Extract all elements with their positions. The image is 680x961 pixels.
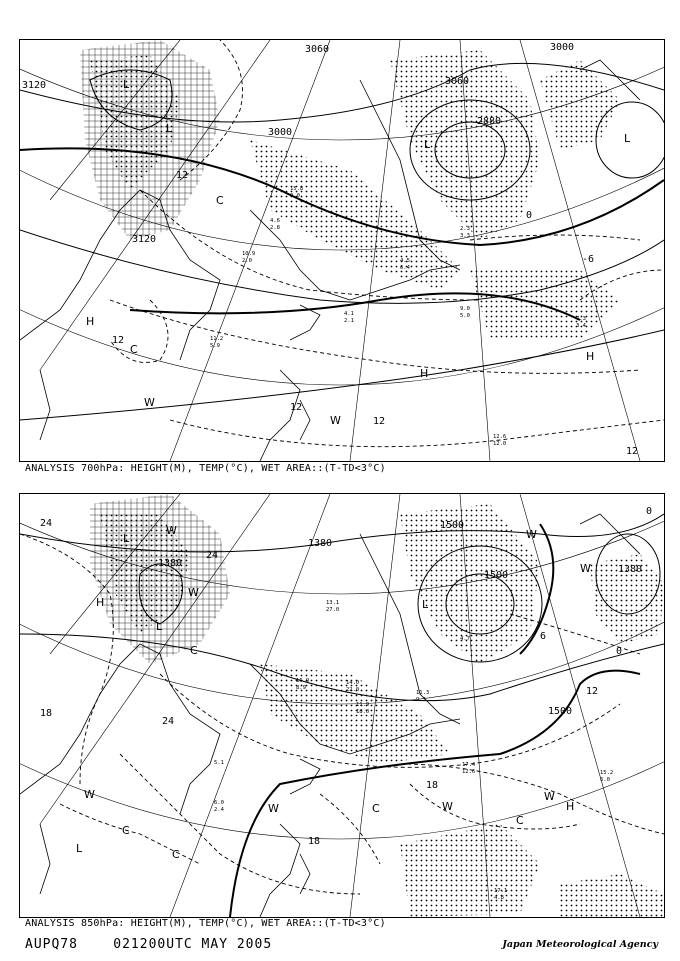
temp-label: 12 bbox=[373, 416, 386, 427]
center-mark: L bbox=[123, 78, 130, 91]
station-value: 2.1 bbox=[344, 318, 354, 324]
temp-label: 0 bbox=[646, 506, 653, 517]
center-mark: H bbox=[566, 800, 575, 813]
center-mark: W bbox=[580, 562, 591, 575]
station-value: 6.0 bbox=[214, 800, 224, 806]
temp-label: 24 bbox=[40, 518, 53, 529]
station-value: 12.0 bbox=[493, 441, 507, 447]
station-value: 7.3 bbox=[576, 316, 586, 322]
station-value: 12.6 bbox=[493, 434, 507, 440]
height-label: 3120 bbox=[132, 234, 157, 245]
temp-label: 0 bbox=[616, 646, 623, 657]
station-value: 4.8 bbox=[494, 895, 504, 901]
map-850hpa bbox=[19, 493, 665, 918]
bulletin-header bbox=[25, 937, 272, 952]
height-label: 1500 bbox=[548, 706, 573, 717]
bulletin-code: AUPQ78 bbox=[25, 937, 78, 952]
center-mark: W bbox=[544, 790, 555, 803]
temp-label: 12 bbox=[176, 170, 189, 181]
height-label: 1500 bbox=[440, 520, 465, 531]
station-value: 4.6 bbox=[270, 218, 280, 224]
center-mark: H bbox=[96, 596, 105, 609]
station-value: 11.3 bbox=[416, 690, 430, 696]
temp-label: 18 bbox=[308, 836, 321, 847]
center-mark: W bbox=[442, 800, 453, 813]
center-mark: L bbox=[156, 620, 163, 633]
center-mark: L bbox=[422, 598, 429, 611]
station-value: 17.1 bbox=[494, 888, 508, 894]
station-value: 3.4 bbox=[576, 323, 586, 329]
station-value: 9.2 bbox=[416, 697, 426, 703]
station-value: 11.9 bbox=[356, 702, 370, 708]
height-label: 3120 bbox=[22, 80, 47, 91]
height-label: 3000 bbox=[268, 127, 293, 138]
station-value: 0.0 bbox=[290, 193, 300, 199]
station-value: 6.0 bbox=[600, 777, 610, 783]
station-value: 12.6 bbox=[462, 769, 476, 775]
station-value: 2.8 bbox=[270, 225, 280, 231]
station-value: 14.0 bbox=[346, 680, 360, 686]
station-value: 6.4 bbox=[400, 265, 410, 271]
height-label: 1380 bbox=[618, 564, 643, 575]
station-value: 4.7 bbox=[460, 636, 470, 642]
center-mark: W bbox=[144, 396, 155, 409]
center-mark: L bbox=[123, 532, 130, 545]
center-mark: C bbox=[372, 802, 380, 815]
station-value: 27.0 bbox=[326, 607, 340, 613]
center-mark: L bbox=[424, 138, 431, 151]
center-mark: C bbox=[130, 343, 138, 356]
station-value: 4.5 bbox=[400, 258, 410, 264]
height-label: 3060 bbox=[305, 44, 330, 55]
center-mark: W bbox=[188, 586, 199, 599]
center-mark: L bbox=[166, 122, 173, 135]
center-mark: C bbox=[172, 848, 180, 861]
station-value: 17.4 bbox=[462, 762, 476, 768]
temp-label: -6 bbox=[582, 254, 595, 265]
map-850hpa-canvas bbox=[20, 494, 664, 917]
station-value: 2.0 bbox=[242, 258, 252, 264]
station-value: 5.0 bbox=[460, 313, 470, 319]
temp-label: 0 bbox=[526, 210, 533, 221]
station-value: 11.2 bbox=[210, 336, 224, 342]
center-mark: C bbox=[190, 644, 198, 657]
station-value: 5.9 bbox=[210, 343, 220, 349]
agency-name: Japan Meteorological Agency bbox=[502, 939, 658, 950]
temp-label: 12 bbox=[112, 335, 125, 346]
center-mark: L bbox=[76, 842, 83, 855]
center-mark: C bbox=[216, 194, 224, 207]
station-value: 13.1 bbox=[326, 600, 340, 606]
station-value: 5.1 bbox=[214, 760, 224, 766]
height-label: 1380 bbox=[308, 538, 333, 549]
wet-areas-700 bbox=[80, 40, 620, 340]
bulletin-datetime: 021200UTC MAY 2005 bbox=[113, 937, 273, 952]
station-value: 22.0 bbox=[346, 687, 360, 693]
temp-label: 18 bbox=[426, 780, 439, 791]
center-mark: C bbox=[516, 814, 524, 827]
station-value: 15.8 bbox=[290, 186, 304, 192]
temp-label: 6 bbox=[540, 631, 547, 642]
center-mark: W bbox=[268, 802, 279, 815]
station-value: 2.4 bbox=[214, 807, 224, 813]
station-value: 18.0 bbox=[356, 709, 370, 715]
center-mark: W bbox=[330, 414, 341, 427]
center-mark: W bbox=[526, 528, 537, 541]
temp-label: 12 bbox=[626, 446, 639, 457]
temp-label: 24 bbox=[162, 716, 175, 727]
caption-700hpa: ANALYSIS 700hPa: HEIGHT(M), TEMP(°C), WET AREA::(T-TD<3°C) bbox=[25, 463, 386, 474]
station-value: 3.3 bbox=[460, 233, 470, 239]
station-value: 9.0 bbox=[460, 306, 470, 312]
temp-label: 18 bbox=[40, 708, 53, 719]
center-mark: H bbox=[420, 367, 429, 380]
height-label: 1500 bbox=[484, 570, 509, 581]
center-mark: L bbox=[624, 132, 631, 145]
center-mark: W bbox=[84, 788, 95, 801]
center-mark: H bbox=[86, 315, 95, 328]
temp-label: 12 bbox=[290, 402, 303, 413]
caption-850hpa: ANALYSIS 850hPa: HEIGHT(M), TEMP(°C), WET AREA::(T-TD<3°C) bbox=[25, 918, 386, 929]
station-value: 2.3 bbox=[460, 226, 470, 232]
station-value: 10.9 bbox=[242, 251, 256, 257]
station-value: 4.1 bbox=[344, 311, 354, 317]
station-value: 16.9 bbox=[296, 678, 310, 684]
station-value: 15.2 bbox=[600, 770, 614, 776]
height-label: 1380 bbox=[158, 558, 183, 569]
temp-label: 12 bbox=[586, 686, 599, 697]
center-mark: H bbox=[586, 350, 595, 363]
center-mark: C bbox=[122, 824, 130, 837]
station-value: 8.9 bbox=[296, 685, 306, 691]
height-label: 3060 bbox=[445, 76, 470, 87]
height-label: 2880 bbox=[477, 116, 502, 127]
height-labels-850 bbox=[158, 520, 642, 717]
map-700hpa bbox=[19, 39, 665, 462]
center-mark: W bbox=[166, 524, 177, 537]
temp-label: 24 bbox=[206, 550, 219, 561]
map-700hpa-canvas bbox=[20, 40, 664, 461]
height-label: 3000 bbox=[550, 42, 575, 53]
